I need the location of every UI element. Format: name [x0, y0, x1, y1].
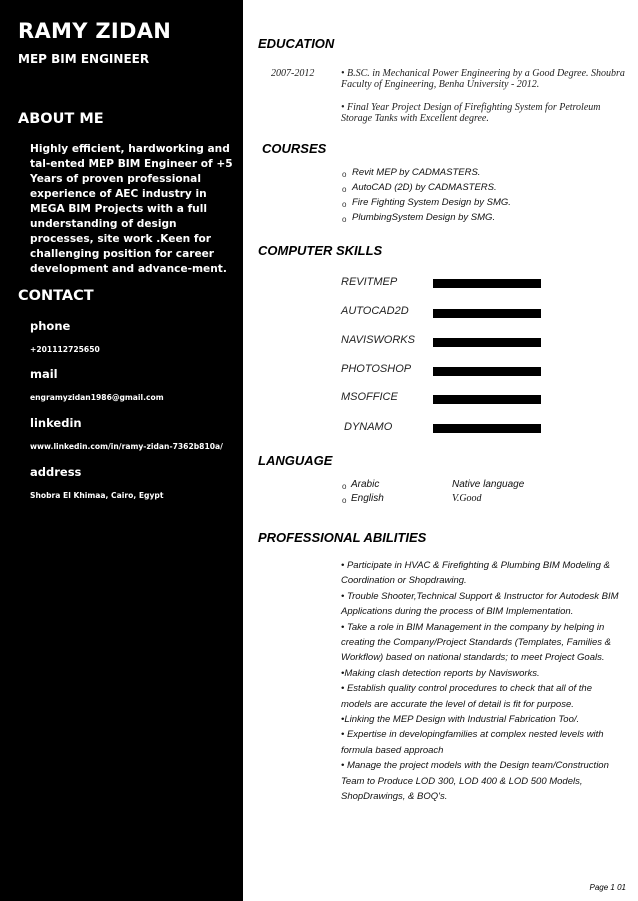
skill-name: MSOFFICE: [341, 391, 398, 403]
abilities-heading: PROFESSIONAL ABILITIES: [258, 530, 427, 545]
education-item: • Final Year Project Design of Firefighting System for Petroleum Storage Tanks with Excellent degree.: [341, 102, 601, 124]
about-text: Highly efficient, hardworking and tal-ented MEP BIM Engineer of +5 Years of proven professional experience of AEC industry in MEGA BIM Projects with a full understanding of design processes, site work .Keen for challenging position for career development and advance-ment.: [30, 143, 233, 275]
skill-name: NAVISWORKS: [341, 334, 415, 346]
courses-heading: COURSES: [262, 141, 327, 156]
ability-item: •Making clash detection reports by Navisworks.: [341, 667, 540, 679]
job-title: MEP BIM ENGINEER: [18, 52, 150, 66]
ability-item: • Manage the project models with the Design team/Construction Team to Produce LOD 300, LOD 400 & LOD 500 Models, ShopDrawings, & BOQ's.: [341, 760, 609, 803]
person-name: RAMY ZIDAN: [18, 19, 172, 43]
page-number: Page 1 01: [589, 883, 626, 892]
course-item: Fire Fighting System Design by SMG.: [352, 197, 511, 208]
skills-heading: COMPUTER SKILLS: [258, 243, 383, 258]
contact-linkedin: www.linkedin.com/in/ramy-zidan-7362b810a/: [30, 442, 223, 451]
bullet-icon: o: [342, 496, 347, 505]
language-level: Native language: [452, 479, 525, 490]
ability-item: • Establish quality control procedures to check that all of the models are accurate the level of detail is fit for purpose.: [341, 683, 592, 710]
contact-email: engramyzidan1986@gmail.com: [30, 393, 164, 402]
skill-name: AUTOCAD2D: [341, 305, 409, 317]
contact-address: Shobra El Khimaa, Cairo, Egypt: [30, 491, 164, 500]
bullet-icon: o: [342, 482, 347, 491]
contact-label-phone: phone: [30, 319, 71, 333]
skill-bar: [433, 395, 541, 404]
about-heading: ABOUT ME: [18, 111, 104, 127]
skill-bar: [433, 338, 541, 347]
course-item: Revit MEP by CADMASTERS.: [352, 167, 481, 178]
skill-name: REVITMEP: [341, 276, 398, 288]
bullet-icon: o: [342, 215, 347, 224]
ability-item: • Take a role in BIM Management in the company by helping in creating the Company/Project Standards (Templates, Families & Workflow) based on national standards; to meet Project Goals.: [341, 621, 611, 664]
language-name: Arabic: [351, 479, 380, 490]
ability-item: • Trouble Shooter,Technical Support & Instructor for Autodesk BIM Applications during the process of BIM Implementation.: [341, 590, 619, 618]
skill-name: DYNAMO: [344, 421, 393, 433]
ability-item: • Participate in HVAC & Firefighting & Plumbing BIM Modeling & Coordination or Shopdrawing.: [341, 560, 610, 587]
abilities-list: [341, 558, 625, 805]
bullet-icon: o: [342, 185, 347, 194]
sidebar: [0, 0, 243, 901]
education-years: 2007-2012: [271, 68, 315, 79]
contact-phone: +201112725650: [30, 345, 100, 354]
ability-item: • Expertise in developingfamilies at complex nested levels with formula based approach: [341, 729, 604, 756]
course-item: AutoCAD (2D) by CADMASTERS.: [352, 182, 497, 193]
bullet-icon: o: [342, 200, 347, 209]
language-level: V.Good: [452, 493, 482, 504]
language-name: English: [351, 493, 384, 504]
contact-label-mail: mail: [30, 367, 58, 381]
education-heading: EDUCATION: [258, 36, 335, 51]
skill-name: PHOTOSHOP: [341, 363, 412, 375]
skill-bar: [433, 367, 541, 376]
contact-heading: CONTACT: [18, 288, 94, 304]
course-item: PlumbingSystem Design by SMG.: [352, 212, 496, 223]
contact-label-address: address: [30, 465, 82, 479]
ability-item: •Linking the MEP Design with Industrial Fabrication Too/.: [341, 714, 580, 726]
bullet-icon: o: [342, 170, 347, 179]
contact-label-linkedin: linkedin: [30, 416, 82, 430]
education-item: • B.SC. in Mechanical Power Engineering by a Good Degree. Shoubra Faculty of Engineering, Benha University - 2012.: [341, 68, 625, 90]
skill-bar: [433, 424, 541, 433]
skill-bar: [433, 279, 541, 288]
language-heading: LANGUAGE: [258, 453, 333, 468]
skill-bar: [433, 309, 541, 318]
